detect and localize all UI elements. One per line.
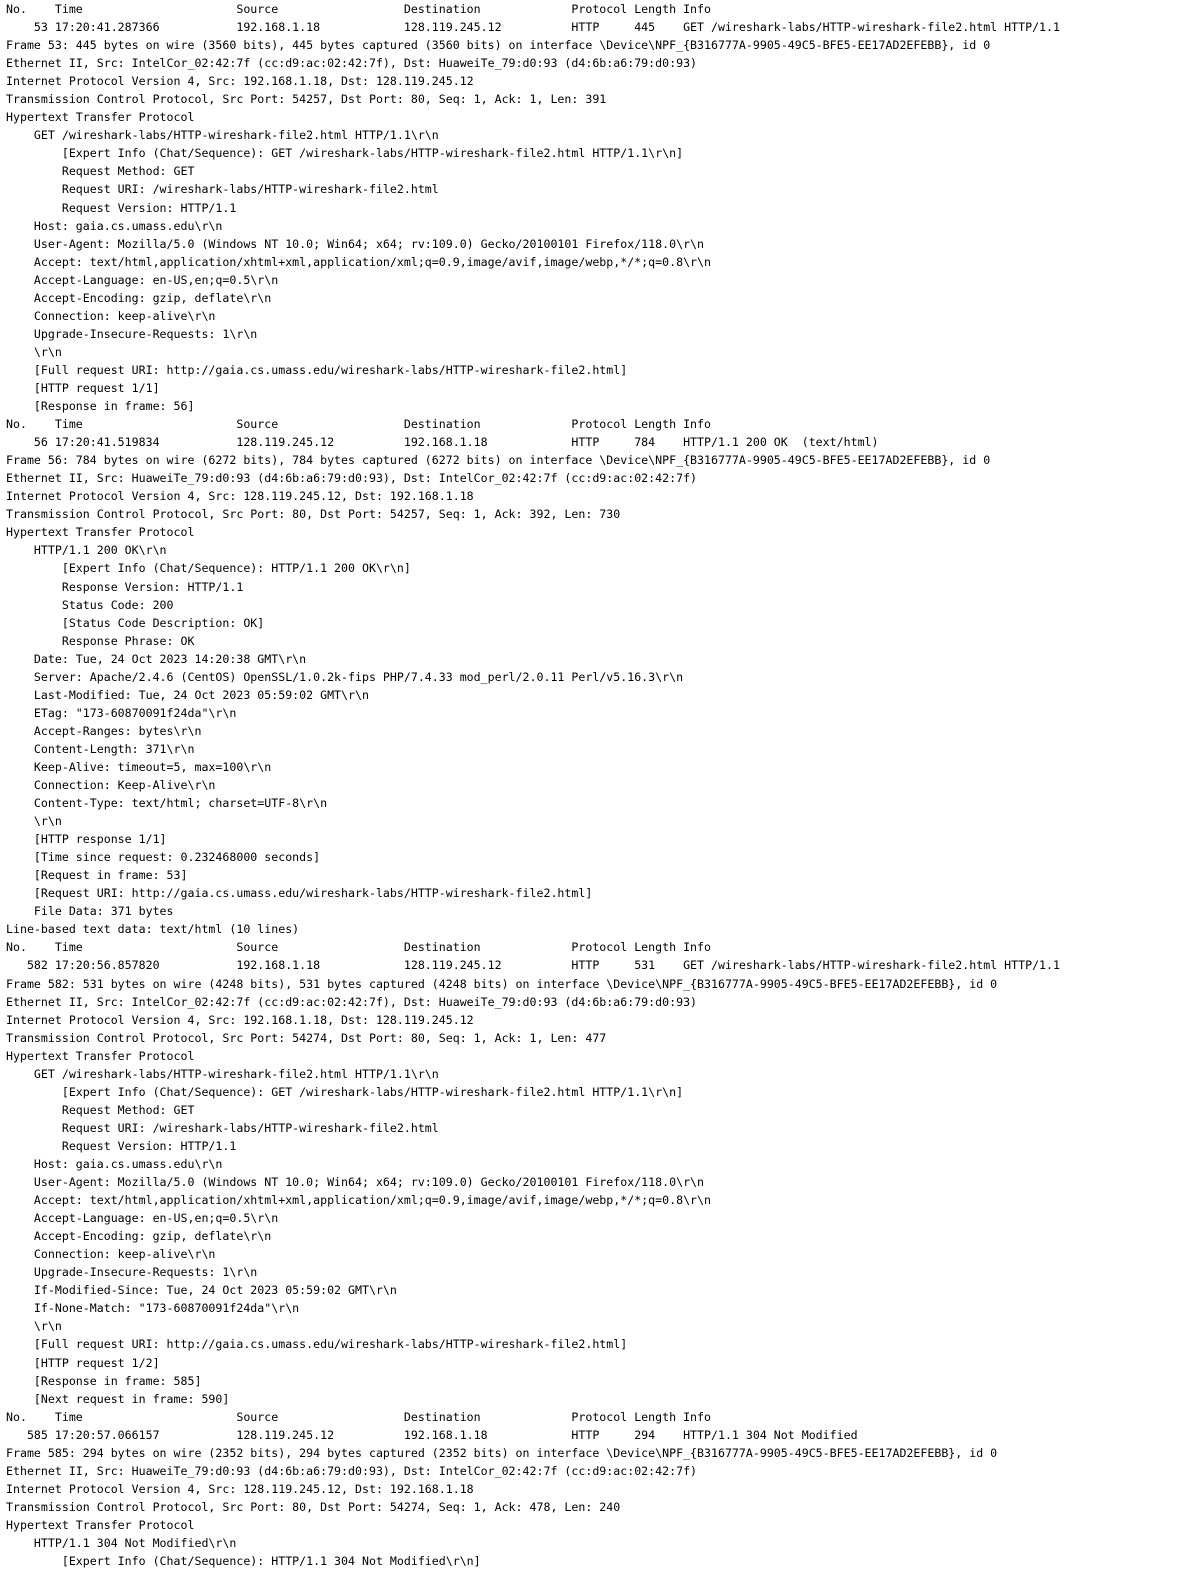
packet-detail-line[interactable]: Transmission Control Protocol, Src Port: 54257, Dst Port: 80, Seq: 1, Ack: 1, Len: 391 — [6, 92, 607, 107]
packet-detail-line[interactable]: Accept-Encoding: gzip, deflate\r\n — [6, 290, 272, 305]
packet-detail-line[interactable]: Server: Apache/2.4.6 (CentOS) OpenSSL/1.0.2k-fips PHP/7.4.33 mod_perl/2.0.11 Perl/v5.16.3\r\n — [6, 669, 684, 684]
packet-detail-line[interactable]: Ethernet II, Src: HuaweiTe_79:d0:93 (d4:6b:a6:79:d0:93), Dst: IntelCor_02:42:7f (cc:d9:ac:02:42:7f) — [6, 1463, 698, 1478]
packet-detail-line[interactable]: [Status Code Description: OK] — [6, 615, 265, 630]
packet-detail-line[interactable]: [Full request URI: http://gaia.cs.umass.edu/wireshark-labs/HTTP-wireshark-file2.html] — [6, 362, 628, 377]
packet-detail-line[interactable]: Accept: text/html,application/xhtml+xml,application/xml;q=0.9,image/avif,image/webp,*/*;q=0.8\r\n — [6, 1193, 711, 1208]
packet-detail-line[interactable]: [Request URI: http://gaia.cs.umass.edu/wireshark-labs/HTTP-wireshark-file2.html] — [6, 886, 593, 901]
packet-detail-line[interactable]: Date: Tue, 24 Oct 2023 14:20:38 GMT\r\n — [6, 651, 307, 666]
column-header-row[interactable]: No. Time Source Destination Protocol Length Info — [6, 940, 711, 955]
packet-detail-line[interactable]: Ethernet II, Src: HuaweiTe_79:d0:93 (d4:6b:a6:79:d0:93), Dst: IntelCor_02:42:7f (cc:d9:ac:02:42:7f) — [6, 471, 698, 486]
packet-detail-line[interactable]: [HTTP request 1/1] — [6, 380, 160, 395]
packet-detail-line[interactable]: Internet Protocol Version 4, Src: 128.119.245.12, Dst: 192.168.1.18 — [6, 1481, 474, 1496]
packet-detail-line[interactable]: \r\n — [6, 1319, 62, 1334]
packet-detail-line[interactable]: Accept: text/html,application/xhtml+xml,application/xml;q=0.9,image/avif,image/webp,*/*;q=0.8\r\n — [6, 254, 711, 269]
packet-detail-line[interactable]: Host: gaia.cs.umass.edu\r\n — [6, 218, 223, 233]
packet-detail-line[interactable]: Content-Type: text/html; charset=UTF-8\r\n — [6, 796, 328, 811]
packet-detail-line[interactable]: Request Method: GET — [6, 1102, 195, 1117]
packet-detail-line[interactable]: Request URI: /wireshark-labs/HTTP-wireshark-file2.html — [6, 1120, 439, 1135]
packet-detail-line[interactable]: File Data: 371 bytes — [6, 904, 174, 919]
packet-detail-line[interactable]: HTTP/1.1 200 OK\r\n — [6, 543, 167, 558]
packet-detail-line[interactable]: User-Agent: Mozilla/5.0 (Windows NT 10.0; Win64; x64; rv:109.0) Gecko/20100101 Firefox/118.0\r\n — [6, 236, 705, 251]
packet-detail-line[interactable]: [HTTP response 1/1] — [6, 832, 167, 847]
packet-detail-line[interactable]: \r\n — [6, 344, 62, 359]
packet-detail-line[interactable]: [Expert Info (Chat/Sequence): HTTP/1.1 304 Not Modified\r\n] — [6, 1554, 481, 1569]
packet-detail-line[interactable]: Internet Protocol Version 4, Src: 192.168.1.18, Dst: 128.119.245.12 — [6, 1012, 474, 1027]
packet-detail-line[interactable]: Keep-Alive: timeout=5, max=100\r\n — [6, 759, 272, 774]
packet-detail-line[interactable]: [Expert Info (Chat/Sequence): HTTP/1.1 200 OK\r\n] — [6, 561, 411, 576]
packet-detail-line[interactable]: Hypertext Transfer Protocol — [6, 1517, 195, 1532]
packet-detail-line[interactable]: Transmission Control Protocol, Src Port: 54274, Dst Port: 80, Seq: 1, Ack: 1, Len: 477 — [6, 1030, 607, 1045]
packet-detail-line[interactable]: Accept-Ranges: bytes\r\n — [6, 723, 202, 738]
packet-summary-row-56[interactable]: 56 17:20:41.519834 128.119.245.12 192.168.1.18 HTTP 784 HTTP/1.1 200 OK (text/html) — [6, 435, 879, 450]
packet-detail-line[interactable]: Frame 53: 445 bytes on wire (3560 bits), 445 bytes captured (3560 bits) on interface \Device\NPF_{B316777A-9905-49C5-BFE5-EE17AD2EFEBB}, id 0 — [6, 38, 991, 53]
packet-detail-line[interactable]: [Next request in frame: 590] — [6, 1391, 230, 1406]
packet-detail-line[interactable]: Upgrade-Insecure-Requests: 1\r\n — [6, 326, 258, 341]
packet-detail-line[interactable]: HTTP/1.1 304 Not Modified\r\n — [6, 1535, 237, 1550]
packet-detail-line[interactable]: [Time since request: 0.232468000 seconds] — [6, 850, 321, 865]
packet-detail-line[interactable]: User-Agent: Mozilla/5.0 (Windows NT 10.0; Win64; x64; rv:109.0) Gecko/20100101 Firefox/118.0\r\n — [6, 1175, 705, 1190]
packet-detail-line[interactable]: Hypertext Transfer Protocol — [6, 1048, 195, 1063]
packet-detail-line[interactable]: Upgrade-Insecure-Requests: 1\r\n — [6, 1265, 258, 1280]
packet-detail-line[interactable]: [Expert Info (Chat/Sequence): GET /wireshark-labs/HTTP-wireshark-file2.html HTTP/1.1\r\n] — [6, 1084, 684, 1099]
packet-detail-line[interactable]: Request Version: HTTP/1.1 — [6, 200, 237, 215]
column-header-row[interactable]: No. Time Source Destination Protocol Length Info — [6, 2, 711, 16]
column-header-row[interactable]: No. Time Source Destination Protocol Length Info — [6, 417, 711, 432]
packet-detail-line[interactable]: ETag: "173-60870091f24da"\r\n — [6, 705, 237, 720]
packet-detail-line[interactable]: Request Method: GET — [6, 164, 195, 179]
packet-detail-line[interactable]: Internet Protocol Version 4, Src: 192.168.1.18, Dst: 128.119.245.12 — [6, 74, 474, 89]
packet-detail-line[interactable]: Accept-Encoding: gzip, deflate\r\n — [6, 1229, 272, 1244]
packet-detail-line[interactable]: Hypertext Transfer Protocol — [6, 525, 195, 540]
packet-detail-line[interactable]: [Response in frame: 585] — [6, 1373, 202, 1388]
packet-detail-line[interactable]: [HTTP request 1/2] — [6, 1355, 160, 1370]
packet-detail-line[interactable]: Transmission Control Protocol, Src Port: 80, Dst Port: 54257, Seq: 1, Ack: 392, Len: 730 — [6, 507, 621, 522]
packet-summary-row-582[interactable]: 582 17:20:56.857820 192.168.1.18 128.119.245.12 HTTP 531 GET /wireshark-labs/HTTP-wireshark-file2.html HTTP/1.1 — [6, 958, 1060, 973]
packet-detail-line[interactable]: \r\n — [6, 814, 62, 829]
packet-detail-line[interactable]: Status Code: 200 — [6, 597, 174, 612]
packet-summary-row-53[interactable]: 53 17:20:41.287366 192.168.1.18 128.119.245.12 HTTP 445 GET /wireshark-labs/HTTP-wireshark-file2.html HTTP/1.1 — [6, 20, 1060, 35]
packet-detail-line[interactable]: Last-Modified: Tue, 24 Oct 2023 05:59:02 GMT\r\n — [6, 687, 369, 702]
packet-detail-line[interactable]: GET /wireshark-labs/HTTP-wireshark-file2.html HTTP/1.1\r\n — [6, 128, 439, 143]
packet-summary-row-585[interactable]: 585 17:20:57.066157 128.119.245.12 192.168.1.18 HTTP 294 HTTP/1.1 304 Not Modified — [6, 1427, 858, 1442]
packet-detail-line[interactable]: Connection: keep-alive\r\n — [6, 1247, 216, 1262]
packet-detail-line[interactable]: Hypertext Transfer Protocol — [6, 110, 195, 125]
packet-detail-line[interactable]: Accept-Language: en-US,en;q=0.5\r\n — [6, 272, 279, 287]
packet-detail-line[interactable]: Frame 585: 294 bytes on wire (2352 bits), 294 bytes captured (2352 bits) on interface \Device\NPF_{B316777A-9905-49C5-BFE5-EE17AD2EFEBB}, id 0 — [6, 1445, 998, 1460]
packet-detail-line[interactable]: Frame 582: 531 bytes on wire (4248 bits), 531 bytes captured (4248 bits) on interface \Device\NPF_{B316777A-9905-49C5-BFE5-EE17AD2EFEBB}, id 0 — [6, 976, 998, 991]
packet-detail-line[interactable]: If-None-Match: "173-60870091f24da"\r\n — [6, 1301, 300, 1316]
packet-detail-line[interactable]: GET /wireshark-labs/HTTP-wireshark-file2.html HTTP/1.1\r\n — [6, 1066, 439, 1081]
packet-detail-line[interactable]: Ethernet II, Src: IntelCor_02:42:7f (cc:d9:ac:02:42:7f), Dst: HuaweiTe_79:d0:93 (d4:6b:a6:79:d0:93) — [6, 994, 698, 1009]
packet-detail-line[interactable]: [Full request URI: http://gaia.cs.umass.edu/wireshark-labs/HTTP-wireshark-file2.html] — [6, 1337, 628, 1352]
packet-detail-line[interactable]: Content-Length: 371\r\n — [6, 741, 195, 756]
packet-detail-line[interactable]: Request Version: HTTP/1.1 — [6, 1138, 237, 1153]
packet-detail-line[interactable]: [Request in frame: 53] — [6, 868, 188, 883]
packet-detail-line[interactable]: Response Version: HTTP/1.1 — [6, 579, 244, 594]
packet-detail-line[interactable]: Internet Protocol Version 4, Src: 128.119.245.12, Dst: 192.168.1.18 — [6, 489, 474, 504]
packet-detail-line[interactable]: If-Modified-Since: Tue, 24 Oct 2023 05:59:02 GMT\r\n — [6, 1283, 397, 1298]
packet-detail-line[interactable]: Ethernet II, Src: IntelCor_02:42:7f (cc:d9:ac:02:42:7f), Dst: HuaweiTe_79:d0:93 (d4:6b:a6:79:d0:93) — [6, 56, 698, 71]
column-header-row[interactable]: No. Time Source Destination Protocol Length Info — [6, 1409, 711, 1424]
packet-detail-line[interactable]: Transmission Control Protocol, Src Port: 80, Dst Port: 54274, Seq: 1, Ack: 478, Len: 240 — [6, 1499, 621, 1514]
packet-detail-line[interactable]: [Response in frame: 56] — [6, 399, 195, 414]
packet-detail-line[interactable]: Connection: Keep-Alive\r\n — [6, 778, 216, 793]
packet-detail-line[interactable]: Accept-Language: en-US,en;q=0.5\r\n — [6, 1211, 279, 1226]
packet-detail-line[interactable]: Frame 56: 784 bytes on wire (6272 bits), 784 bytes captured (6272 bits) on interface \Device\NPF_{B316777A-9905-49C5-BFE5-EE17AD2EFEBB}, id 0 — [6, 453, 991, 468]
packet-detail-line[interactable]: Response Phrase: OK — [6, 633, 195, 648]
packet-detail-line[interactable]: [Expert Info (Chat/Sequence): GET /wireshark-labs/HTTP-wireshark-file2.html HTTP/1.1\r\n] — [6, 146, 684, 161]
packet-detail-line[interactable]: Connection: keep-alive\r\n — [6, 308, 216, 323]
packet-detail-line[interactable]: Line-based text data: text/html (10 lines) — [6, 922, 300, 937]
packet-detail-line[interactable]: Host: gaia.cs.umass.edu\r\n — [6, 1157, 223, 1171]
packet-detail-line[interactable]: Request URI: /wireshark-labs/HTTP-wireshark-file2.html — [6, 182, 439, 197]
